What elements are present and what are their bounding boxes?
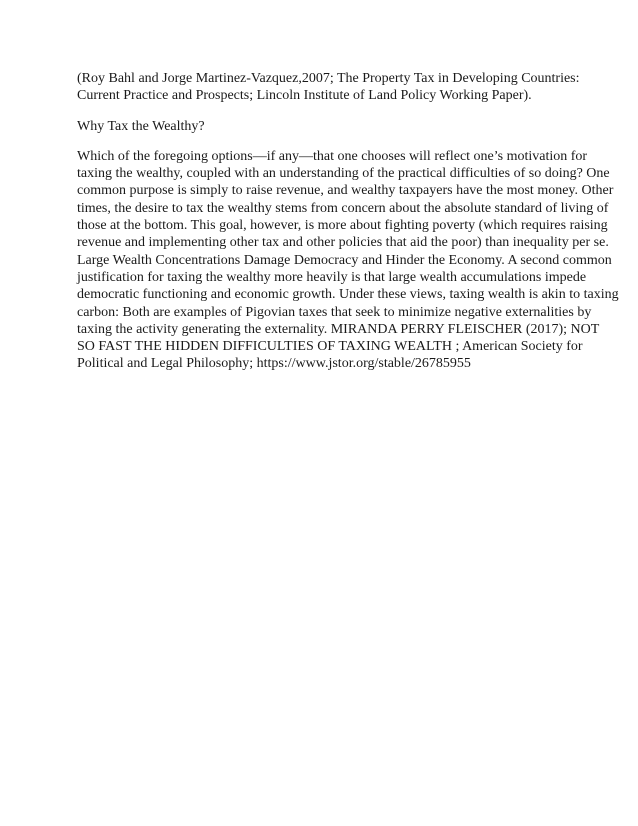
text-line: taxing the activity generating the externality. MIRANDA PERRY FLEISCHER (2017); NOT xyxy=(77,321,600,337)
text-line: times, the desire to tax the wealthy stems from concern about the absolute standard of living of xyxy=(77,200,609,216)
text-line: SO FAST THE HIDDEN DIFFICULTIES OF TAXING WEALTH ; American Society for xyxy=(77,339,583,355)
heading-line: Why Tax the Wealthy? xyxy=(77,118,205,134)
body-paragraph xyxy=(77,148,619,373)
text-line: carbon: Both are examples of Pigovian taxes that seek to minimize negative externalities by xyxy=(77,304,592,320)
section-heading xyxy=(77,118,565,135)
text-line: Political and Legal Philosophy; https://www.jstor.org/stable/26785955 xyxy=(77,356,471,372)
text-line: justification for taxing the wealthy more heavily is that large wealth accumulations impede xyxy=(77,269,587,285)
text-line: Current Practice and Prospects; Lincoln Institute of Land Policy Working Paper). xyxy=(77,88,532,104)
text-line: those at the bottom. This goal, however, is more about fighting poverty (which requires raising xyxy=(77,218,608,234)
text-line: taxing the wealthy, coupled with an understanding of the practical difficulties of so doing? One xyxy=(77,166,610,182)
text-line: common purpose is simply to raise revenue, and wealthy taxpayers have the most money. Other xyxy=(77,183,614,199)
text-line: revenue and implementing other tax and other policies that aid the poor) than inequality per se. xyxy=(77,235,609,251)
text-line: democratic functioning and economic growth. Under these views, taxing wealth is akin to taxing xyxy=(77,287,619,303)
text-line: (Roy Bahl and Jorge Martinez-Vazquez,2007; The Property Tax in Developing Countries: xyxy=(77,71,580,86)
document-content xyxy=(77,70,619,386)
citation-paragraph xyxy=(77,70,580,105)
text-line: Large Wealth Concentrations Damage Democracy and Hinder the Economy. A second common xyxy=(77,252,612,268)
text-line: Which of the foregoing options—if any—that one chooses will reflect one’s motivation for xyxy=(77,148,588,164)
